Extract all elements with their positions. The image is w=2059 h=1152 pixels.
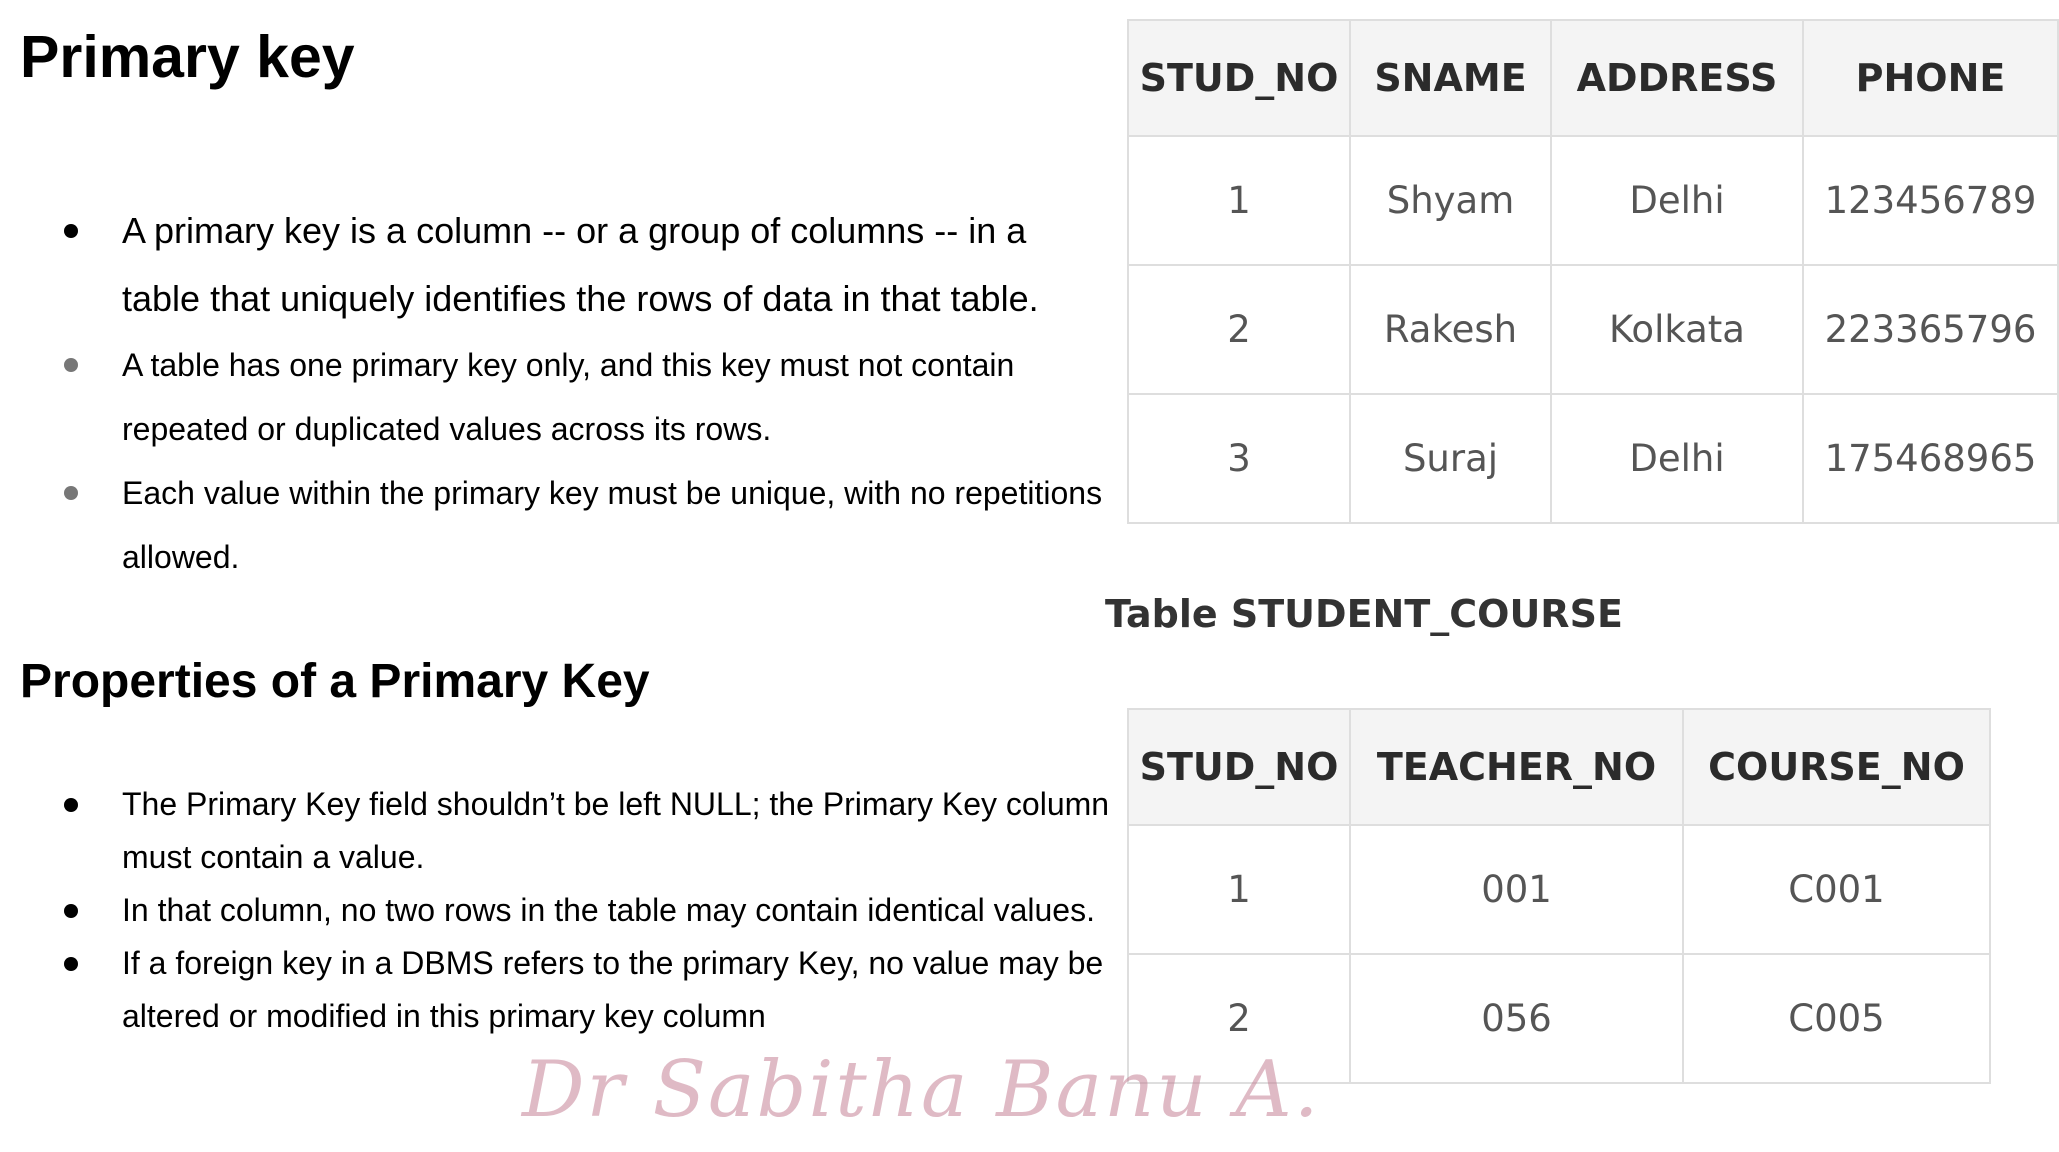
list-item bbox=[20, 778, 1120, 884]
table-cell: Delhi bbox=[1551, 394, 1803, 523]
table-row bbox=[1128, 265, 2058, 394]
table-cell: 175468965 bbox=[1803, 394, 2058, 523]
table-cell: 2 bbox=[1128, 265, 1350, 394]
table-cell: 056 bbox=[1350, 954, 1683, 1083]
table-header-row bbox=[1128, 20, 2058, 136]
bullet-icon bbox=[64, 904, 78, 918]
signature-watermark: Dr Sabitha Banu A. bbox=[522, 1045, 1321, 1135]
properties-bullet-list bbox=[20, 778, 1120, 1043]
page-title: Primary key bbox=[20, 24, 355, 90]
table-cell: C005 bbox=[1683, 954, 1990, 1083]
list-item bbox=[20, 197, 1110, 333]
table-cell: Delhi bbox=[1551, 136, 1803, 265]
table-row bbox=[1128, 136, 2058, 265]
column-header: SNAME bbox=[1350, 20, 1551, 136]
table-row bbox=[1128, 825, 1990, 954]
bullet-text: Each value within the primary key must be unique, with no repetitions allowed. bbox=[122, 475, 1103, 575]
bullet-icon bbox=[64, 957, 78, 971]
column-header: COURSE_NO bbox=[1683, 709, 1990, 825]
column-header: STUD_NO bbox=[1128, 709, 1350, 825]
table-cell: 001 bbox=[1350, 825, 1683, 954]
list-item bbox=[20, 884, 1120, 937]
bullet-icon bbox=[64, 224, 78, 238]
student-table bbox=[1127, 19, 2059, 524]
table-cell: 1 bbox=[1128, 136, 1350, 265]
table-cell: Suraj bbox=[1350, 394, 1551, 523]
bullet-text: A table has one primary key only, and this key must not contain repeated or duplicated values across its rows. bbox=[122, 347, 1015, 447]
bullet-icon bbox=[64, 358, 78, 372]
bullet-text: In that column, no two rows in the table may contain identical values. bbox=[122, 892, 1095, 928]
table-cell: Rakesh bbox=[1350, 265, 1551, 394]
table-cell: 3 bbox=[1128, 394, 1350, 523]
bullet-text: If a foreign key in a DBMS refers to the primary Key, no value may be altered or modified in this primary key column bbox=[122, 945, 1104, 1034]
table-cell: 2 bbox=[1128, 954, 1350, 1083]
column-header: STUD_NO bbox=[1128, 20, 1350, 136]
table-header-row bbox=[1128, 709, 1990, 825]
list-item bbox=[20, 937, 1120, 1043]
table-cell: 223365796 bbox=[1803, 265, 2058, 394]
table-cell: Kolkata bbox=[1551, 265, 1803, 394]
table-cell: 1 bbox=[1128, 825, 1350, 954]
bullet-icon bbox=[64, 486, 78, 500]
list-item bbox=[20, 461, 1110, 589]
table-cell: C001 bbox=[1683, 825, 1990, 954]
bullet-icon bbox=[64, 798, 78, 812]
bullet-text: The Primary Key field shouldn’t be left NULL; the Primary Key column must contain a value. bbox=[122, 786, 1110, 875]
column-header: ADDRESS bbox=[1551, 20, 1803, 136]
column-header: PHONE bbox=[1803, 20, 2058, 136]
primary-key-bullet-list bbox=[20, 197, 1110, 589]
table-cell: 123456789 bbox=[1803, 136, 2058, 265]
table-row bbox=[1128, 394, 2058, 523]
table-caption: Table STUDENT_COURSE bbox=[1105, 592, 1623, 636]
list-item bbox=[20, 333, 1110, 461]
table-cell: Shyam bbox=[1350, 136, 1551, 265]
column-header: TEACHER_NO bbox=[1350, 709, 1683, 825]
student-course-table bbox=[1127, 708, 1991, 1084]
properties-heading: Properties of a Primary Key bbox=[20, 655, 650, 708]
bullet-text: A primary key is a column -- or a group of columns -- in a table that uniquely identifies the rows of data in that table. bbox=[122, 210, 1039, 319]
